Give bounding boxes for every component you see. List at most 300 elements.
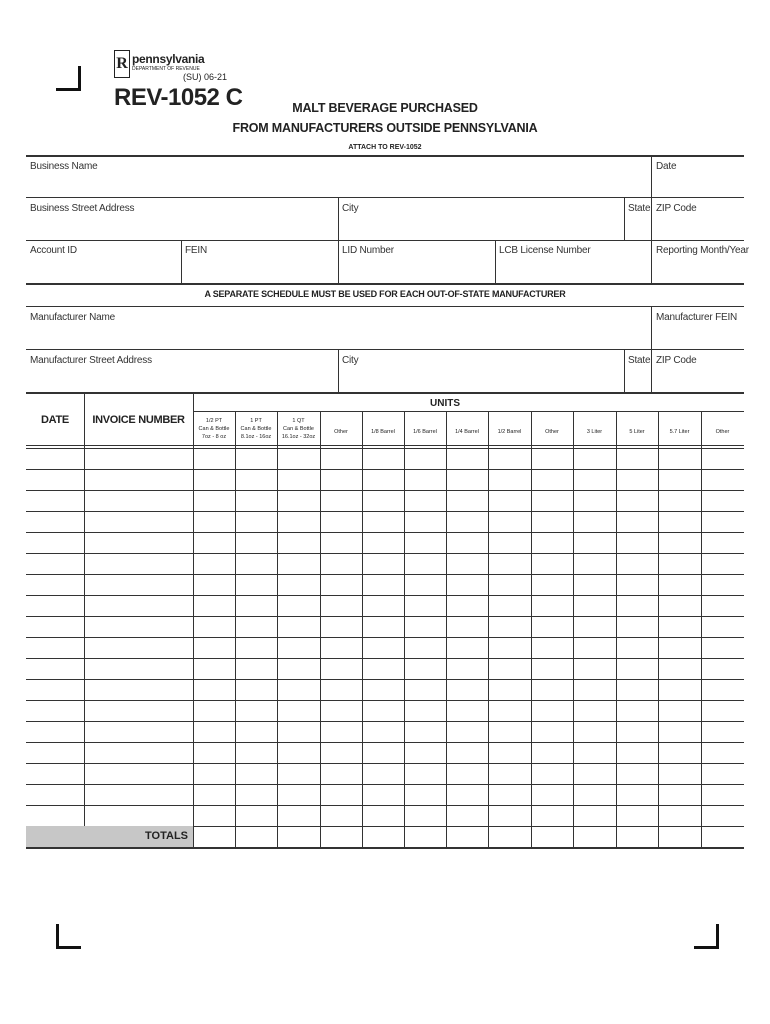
table-cell[interactable] xyxy=(84,701,193,721)
table-cell[interactable] xyxy=(531,722,573,742)
table-cell[interactable] xyxy=(362,680,404,700)
table-cell[interactable] xyxy=(84,596,193,616)
table-cell[interactable] xyxy=(235,575,277,595)
table-cell[interactable] xyxy=(362,764,404,784)
table-cell[interactable] xyxy=(277,617,320,637)
table-cell[interactable] xyxy=(193,449,235,469)
table-cell[interactable] xyxy=(193,596,235,616)
table-cell[interactable] xyxy=(235,512,277,532)
table-cell[interactable] xyxy=(84,638,193,658)
table-cell[interactable] xyxy=(573,575,616,595)
table-cell[interactable] xyxy=(446,533,488,553)
table-cell[interactable] xyxy=(277,764,320,784)
table-cell[interactable] xyxy=(658,722,701,742)
table-cell[interactable] xyxy=(658,617,701,637)
table-cell[interactable] xyxy=(320,512,362,532)
table-cell[interactable] xyxy=(616,554,658,574)
table-cell[interactable] xyxy=(235,764,277,784)
table-cell[interactable] xyxy=(362,575,404,595)
table-cell[interactable] xyxy=(235,470,277,490)
table-cell[interactable] xyxy=(362,659,404,679)
table-cell[interactable] xyxy=(658,743,701,763)
totals-cell[interactable] xyxy=(701,827,744,847)
table-cell[interactable] xyxy=(531,743,573,763)
table-cell[interactable] xyxy=(701,449,744,469)
table-cell[interactable] xyxy=(573,785,616,805)
table-cell[interactable] xyxy=(362,596,404,616)
table-cell[interactable] xyxy=(404,680,446,700)
table-cell[interactable] xyxy=(573,764,616,784)
table-cell[interactable] xyxy=(404,512,446,532)
table-cell[interactable] xyxy=(235,701,277,721)
table-cell[interactable] xyxy=(84,722,193,742)
table-cell[interactable] xyxy=(488,533,531,553)
table-cell[interactable] xyxy=(362,533,404,553)
account-id-field[interactable]: Account ID xyxy=(30,245,77,256)
totals-cell[interactable] xyxy=(320,827,362,847)
table-cell[interactable] xyxy=(193,491,235,511)
table-cell[interactable] xyxy=(320,596,362,616)
totals-cell[interactable] xyxy=(488,827,531,847)
table-cell[interactable] xyxy=(277,596,320,616)
table-cell[interactable] xyxy=(193,701,235,721)
table-cell[interactable] xyxy=(404,722,446,742)
totals-cell[interactable] xyxy=(362,827,404,847)
table-cell[interactable] xyxy=(277,512,320,532)
totals-cell[interactable] xyxy=(658,827,701,847)
table-cell[interactable] xyxy=(573,680,616,700)
table-cell[interactable] xyxy=(320,554,362,574)
table-cell[interactable] xyxy=(616,638,658,658)
table-cell[interactable] xyxy=(362,491,404,511)
table-cell[interactable] xyxy=(616,722,658,742)
table-cell[interactable] xyxy=(235,785,277,805)
table-cell[interactable] xyxy=(701,470,744,490)
table-cell[interactable] xyxy=(616,491,658,511)
table-cell[interactable] xyxy=(446,638,488,658)
table-cell[interactable] xyxy=(446,491,488,511)
totals-cell[interactable] xyxy=(531,827,573,847)
table-cell[interactable] xyxy=(531,764,573,784)
table-cell[interactable] xyxy=(573,554,616,574)
table-cell[interactable] xyxy=(658,638,701,658)
table-cell[interactable] xyxy=(320,617,362,637)
table-cell[interactable] xyxy=(26,680,84,700)
table-cell[interactable] xyxy=(277,575,320,595)
table-cell[interactable] xyxy=(616,617,658,637)
table-cell[interactable] xyxy=(26,491,84,511)
table-cell[interactable] xyxy=(84,575,193,595)
table-cell[interactable] xyxy=(320,785,362,805)
table-cell[interactable] xyxy=(362,512,404,532)
table-cell[interactable] xyxy=(277,554,320,574)
table-cell[interactable] xyxy=(26,659,84,679)
table-cell[interactable] xyxy=(531,785,573,805)
table-cell[interactable] xyxy=(701,701,744,721)
table-cell[interactable] xyxy=(616,764,658,784)
totals-cell[interactable] xyxy=(277,827,320,847)
table-cell[interactable] xyxy=(573,512,616,532)
table-cell[interactable] xyxy=(658,449,701,469)
table-cell[interactable] xyxy=(26,701,84,721)
table-cell[interactable] xyxy=(404,554,446,574)
table-cell[interactable] xyxy=(26,617,84,637)
table-cell[interactable] xyxy=(193,764,235,784)
table-cell[interactable] xyxy=(488,722,531,742)
table-cell[interactable] xyxy=(658,512,701,532)
table-cell[interactable] xyxy=(701,764,744,784)
table-cell[interactable] xyxy=(320,449,362,469)
table-cell[interactable] xyxy=(446,512,488,532)
table-cell[interactable] xyxy=(235,533,277,553)
table-cell[interactable] xyxy=(362,722,404,742)
table-cell[interactable] xyxy=(531,470,573,490)
table-cell[interactable] xyxy=(26,806,84,826)
table-cell[interactable] xyxy=(531,701,573,721)
table-cell[interactable] xyxy=(701,575,744,595)
totals-cell[interactable] xyxy=(404,827,446,847)
table-cell[interactable] xyxy=(488,512,531,532)
table-cell[interactable] xyxy=(193,680,235,700)
table-cell[interactable] xyxy=(573,638,616,658)
table-cell[interactable] xyxy=(488,680,531,700)
table-cell[interactable] xyxy=(616,512,658,532)
table-cell[interactable] xyxy=(235,638,277,658)
table-cell[interactable] xyxy=(446,701,488,721)
table-cell[interactable] xyxy=(320,806,362,826)
table-cell[interactable] xyxy=(446,470,488,490)
table-cell[interactable] xyxy=(404,449,446,469)
table-cell[interactable] xyxy=(658,764,701,784)
business-name-field[interactable]: Business Name xyxy=(30,161,98,172)
table-cell[interactable] xyxy=(446,449,488,469)
table-cell[interactable] xyxy=(404,617,446,637)
table-cell[interactable] xyxy=(320,470,362,490)
table-cell[interactable] xyxy=(84,743,193,763)
table-cell[interactable] xyxy=(235,680,277,700)
table-cell[interactable] xyxy=(362,743,404,763)
table-cell[interactable] xyxy=(446,743,488,763)
table-cell[interactable] xyxy=(193,512,235,532)
table-cell[interactable] xyxy=(616,743,658,763)
table-cell[interactable] xyxy=(404,596,446,616)
table-cell[interactable] xyxy=(573,491,616,511)
table-cell[interactable] xyxy=(404,743,446,763)
table-cell[interactable] xyxy=(701,491,744,511)
table-cell[interactable] xyxy=(277,470,320,490)
table-cell[interactable] xyxy=(26,638,84,658)
table-cell[interactable] xyxy=(235,617,277,637)
table-cell[interactable] xyxy=(84,533,193,553)
table-cell[interactable] xyxy=(531,659,573,679)
table-cell[interactable] xyxy=(277,680,320,700)
state-field[interactable]: State xyxy=(628,203,651,214)
table-cell[interactable] xyxy=(616,533,658,553)
table-cell[interactable] xyxy=(531,680,573,700)
table-cell[interactable] xyxy=(235,722,277,742)
table-cell[interactable] xyxy=(488,491,531,511)
table-cell[interactable] xyxy=(26,512,84,532)
table-cell[interactable] xyxy=(235,554,277,574)
table-cell[interactable] xyxy=(84,470,193,490)
table-cell[interactable] xyxy=(193,785,235,805)
table-cell[interactable] xyxy=(277,449,320,469)
manufacturer-street-field[interactable]: Manufacturer Street Address xyxy=(30,355,152,366)
table-cell[interactable] xyxy=(616,806,658,826)
table-cell[interactable] xyxy=(701,785,744,805)
table-cell[interactable] xyxy=(446,764,488,784)
table-cell[interactable] xyxy=(446,554,488,574)
table-cell[interactable] xyxy=(235,596,277,616)
table-cell[interactable] xyxy=(404,638,446,658)
table-cell[interactable] xyxy=(320,722,362,742)
table-cell[interactable] xyxy=(573,617,616,637)
zip-field[interactable]: ZIP Code xyxy=(656,203,697,214)
table-cell[interactable] xyxy=(658,659,701,679)
table-cell[interactable] xyxy=(362,470,404,490)
table-cell[interactable] xyxy=(531,638,573,658)
table-cell[interactable] xyxy=(616,701,658,721)
table-cell[interactable] xyxy=(658,806,701,826)
manufacturer-zip-field[interactable]: ZIP Code xyxy=(656,355,697,366)
table-cell[interactable] xyxy=(235,806,277,826)
table-cell[interactable] xyxy=(84,764,193,784)
table-cell[interactable] xyxy=(573,596,616,616)
table-cell[interactable] xyxy=(320,743,362,763)
table-cell[interactable] xyxy=(573,722,616,742)
city-field[interactable]: City xyxy=(342,203,359,214)
table-cell[interactable] xyxy=(488,554,531,574)
table-cell[interactable] xyxy=(193,659,235,679)
table-cell[interactable] xyxy=(320,638,362,658)
table-cell[interactable] xyxy=(616,596,658,616)
table-cell[interactable] xyxy=(26,470,84,490)
table-cell[interactable] xyxy=(658,785,701,805)
table-cell[interactable] xyxy=(362,701,404,721)
table-cell[interactable] xyxy=(658,680,701,700)
table-cell[interactable] xyxy=(488,596,531,616)
table-cell[interactable] xyxy=(277,785,320,805)
table-cell[interactable] xyxy=(488,806,531,826)
table-cell[interactable] xyxy=(277,806,320,826)
table-cell[interactable] xyxy=(193,743,235,763)
table-cell[interactable] xyxy=(404,533,446,553)
table-cell[interactable] xyxy=(26,449,84,469)
table-cell[interactable] xyxy=(26,554,84,574)
table-cell[interactable] xyxy=(531,512,573,532)
table-cell[interactable] xyxy=(616,680,658,700)
table-cell[interactable] xyxy=(26,764,84,784)
totals-cell[interactable] xyxy=(446,827,488,847)
table-cell[interactable] xyxy=(320,680,362,700)
table-cell[interactable] xyxy=(193,722,235,742)
totals-cell[interactable] xyxy=(616,827,658,847)
table-cell[interactable] xyxy=(658,701,701,721)
table-cell[interactable] xyxy=(701,659,744,679)
table-cell[interactable] xyxy=(404,575,446,595)
manufacturer-name-field[interactable]: Manufacturer Name xyxy=(30,312,115,323)
table-cell[interactable] xyxy=(658,470,701,490)
table-cell[interactable] xyxy=(701,722,744,742)
table-cell[interactable] xyxy=(573,701,616,721)
table-cell[interactable] xyxy=(277,722,320,742)
table-cell[interactable] xyxy=(573,806,616,826)
table-cell[interactable] xyxy=(701,617,744,637)
table-cell[interactable] xyxy=(193,806,235,826)
table-cell[interactable] xyxy=(320,659,362,679)
table-cell[interactable] xyxy=(362,785,404,805)
table-cell[interactable] xyxy=(573,533,616,553)
table-cell[interactable] xyxy=(446,596,488,616)
table-cell[interactable] xyxy=(404,659,446,679)
table-cell[interactable] xyxy=(84,554,193,574)
table-cell[interactable] xyxy=(320,764,362,784)
table-cell[interactable] xyxy=(404,764,446,784)
table-cell[interactable] xyxy=(193,617,235,637)
manufacturer-state-field[interactable]: State xyxy=(628,355,651,366)
table-cell[interactable] xyxy=(84,680,193,700)
table-cell[interactable] xyxy=(488,470,531,490)
table-cell[interactable] xyxy=(531,575,573,595)
manufacturer-fein-field[interactable]: Manufacturer FEIN xyxy=(656,312,738,323)
table-cell[interactable] xyxy=(446,575,488,595)
table-cell[interactable] xyxy=(362,806,404,826)
table-cell[interactable] xyxy=(701,806,744,826)
table-cell[interactable] xyxy=(320,533,362,553)
table-cell[interactable] xyxy=(531,617,573,637)
table-cell[interactable] xyxy=(701,596,744,616)
table-cell[interactable] xyxy=(488,617,531,637)
table-cell[interactable] xyxy=(616,785,658,805)
table-cell[interactable] xyxy=(573,659,616,679)
table-cell[interactable] xyxy=(446,806,488,826)
table-cell[interactable] xyxy=(404,785,446,805)
table-cell[interactable] xyxy=(404,806,446,826)
table-cell[interactable] xyxy=(658,491,701,511)
table-cell[interactable] xyxy=(193,470,235,490)
reporting-month-field[interactable]: Reporting Month/Year xyxy=(656,245,749,256)
table-cell[interactable] xyxy=(26,722,84,742)
business-street-field[interactable]: Business Street Address xyxy=(30,203,135,214)
table-cell[interactable] xyxy=(701,533,744,553)
table-cell[interactable] xyxy=(701,512,744,532)
table-cell[interactable] xyxy=(277,701,320,721)
table-cell[interactable] xyxy=(404,470,446,490)
table-cell[interactable] xyxy=(658,596,701,616)
table-cell[interactable] xyxy=(26,743,84,763)
table-cell[interactable] xyxy=(26,785,84,805)
table-cell[interactable] xyxy=(616,575,658,595)
table-cell[interactable] xyxy=(446,617,488,637)
table-cell[interactable] xyxy=(658,554,701,574)
table-cell[interactable] xyxy=(277,743,320,763)
table-cell[interactable] xyxy=(404,701,446,721)
table-cell[interactable] xyxy=(531,806,573,826)
table-cell[interactable] xyxy=(488,575,531,595)
totals-cell[interactable] xyxy=(235,827,277,847)
table-cell[interactable] xyxy=(362,554,404,574)
table-cell[interactable] xyxy=(26,533,84,553)
table-cell[interactable] xyxy=(446,659,488,679)
table-cell[interactable] xyxy=(362,449,404,469)
table-cell[interactable] xyxy=(193,554,235,574)
table-cell[interactable] xyxy=(488,659,531,679)
fein-field[interactable]: FEIN xyxy=(185,245,207,256)
table-cell[interactable] xyxy=(701,680,744,700)
table-cell[interactable] xyxy=(488,743,531,763)
lid-number-field[interactable]: LID Number xyxy=(342,245,394,256)
table-cell[interactable] xyxy=(531,533,573,553)
table-cell[interactable] xyxy=(320,701,362,721)
table-cell[interactable] xyxy=(488,701,531,721)
table-cell[interactable] xyxy=(446,680,488,700)
table-cell[interactable] xyxy=(531,491,573,511)
date-field[interactable]: Date xyxy=(656,161,677,172)
table-cell[interactable] xyxy=(320,575,362,595)
table-cell[interactable] xyxy=(573,470,616,490)
table-cell[interactable] xyxy=(573,743,616,763)
table-cell[interactable] xyxy=(701,554,744,574)
table-cell[interactable] xyxy=(235,491,277,511)
totals-cell[interactable] xyxy=(573,827,616,847)
table-cell[interactable] xyxy=(26,596,84,616)
table-cell[interactable] xyxy=(616,659,658,679)
table-cell[interactable] xyxy=(658,575,701,595)
table-cell[interactable] xyxy=(84,659,193,679)
table-cell[interactable] xyxy=(488,764,531,784)
table-cell[interactable] xyxy=(193,638,235,658)
table-cell[interactable] xyxy=(446,722,488,742)
table-cell[interactable] xyxy=(235,449,277,469)
totals-cell[interactable] xyxy=(193,827,235,847)
table-cell[interactable] xyxy=(531,596,573,616)
table-cell[interactable] xyxy=(701,638,744,658)
table-cell[interactable] xyxy=(84,449,193,469)
table-cell[interactable] xyxy=(488,785,531,805)
table-cell[interactable] xyxy=(404,491,446,511)
lcb-license-field[interactable]: LCB License Number xyxy=(499,245,591,256)
table-cell[interactable] xyxy=(573,449,616,469)
table-cell[interactable] xyxy=(277,491,320,511)
table-cell[interactable] xyxy=(235,743,277,763)
table-cell[interactable] xyxy=(488,638,531,658)
table-cell[interactable] xyxy=(193,575,235,595)
table-cell[interactable] xyxy=(488,449,531,469)
table-cell[interactable] xyxy=(277,533,320,553)
table-cell[interactable] xyxy=(531,554,573,574)
table-cell[interactable] xyxy=(277,659,320,679)
table-cell[interactable] xyxy=(701,743,744,763)
table-cell[interactable] xyxy=(84,806,193,826)
table-cell[interactable] xyxy=(320,491,362,511)
table-cell[interactable] xyxy=(362,617,404,637)
table-cell[interactable] xyxy=(362,638,404,658)
table-cell[interactable] xyxy=(277,638,320,658)
table-cell[interactable] xyxy=(446,785,488,805)
table-cell[interactable] xyxy=(26,575,84,595)
table-cell[interactable] xyxy=(84,491,193,511)
table-cell[interactable] xyxy=(658,533,701,553)
table-cell[interactable] xyxy=(531,449,573,469)
table-cell[interactable] xyxy=(616,449,658,469)
table-cell[interactable] xyxy=(84,617,193,637)
table-cell[interactable] xyxy=(235,659,277,679)
table-cell[interactable] xyxy=(616,470,658,490)
manufacturer-city-field[interactable]: City xyxy=(342,355,359,366)
table-cell[interactable] xyxy=(84,512,193,532)
table-cell[interactable] xyxy=(84,785,193,805)
table-cell[interactable] xyxy=(193,533,235,553)
